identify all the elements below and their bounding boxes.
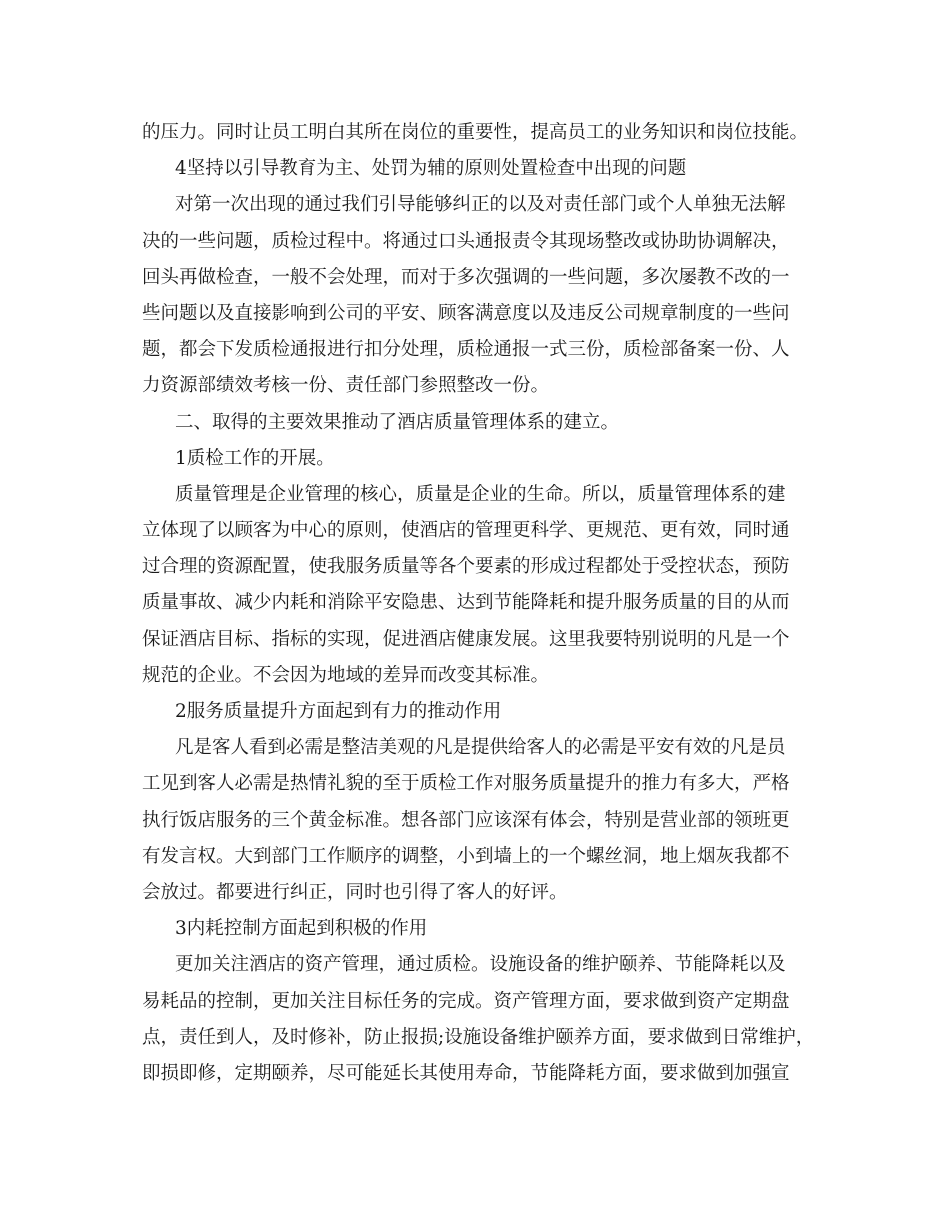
text-line: 4坚持以引导教育为主、处罚为辅的原则处置检查中出现的问题 [175,158,687,180]
text-line: 题，都会下发质检通报进行扣分处理，质检通报一式三份，质检部备案一份、人 [142,339,790,361]
text-line: 对第一次出现的通过我们引导能够纠正的以及对责任部门或个人单独无法解 [175,194,786,216]
text-line: 过合理的资源配置，使我服务质量等各个要素的形成过程都处于受控状态，预防 [142,556,790,578]
text-line: 3内耗控制方面起到积极的作用 [175,918,428,940]
text-line: 点，责任到人，及时修补，防止报损;设施设备维护颐养方面，要求做到日常维护， [142,1026,815,1048]
text-line: 保证酒店目标、指标的实现，促进酒店健康发展。这里我要特别说明的凡是一个 [142,628,790,650]
text-line: 回头再做检查，一般不会处理，而对于多次强调的一些问题，多次屡教不改的一 [142,266,790,288]
text-line: 二、取得的主要效果推动了酒店质量管理体系的建立。 [175,411,620,433]
text-line: 决的一些问题，质检过程中。将通过口头通报责令其现场整改或协助协调解决， [142,230,790,252]
text-line: 力资源部绩效考核一份、责任部门参照整改一份。 [142,375,550,397]
text-line: 立体现了以顾客为中心的原则，使酒店的管理更科学、更规范、更有效，同时通 [142,520,790,542]
text-line: 有发言权。大到部门工作顺序的调整，小到墙上的一个螺丝洞，地上烟灰我都不 [142,845,790,867]
text-line: 质量事故、减少内耗和消除平安隐患、达到节能降耗和提升服务质量的目的从而 [142,592,790,614]
text-line: 规范的企业。不会因为地域的差异而改变其标准。 [142,664,550,686]
text-line: 质量管理是企业管理的核心，质量是企业的生命。所以，质量管理体系的建 [175,483,786,505]
text-line: 更加关注酒店的资产管理，通过质检。设施设备的维护颐养、节能降耗以及 [175,954,786,976]
text-line: 1质检工作的开展。 [175,447,335,469]
text-line: 2服务质量提升方面起到有力的推动作用 [175,701,502,722]
text-line: 些问题以及直接影响到公司的平安、顾客满意度以及违反公司规章制度的一些问 [142,302,790,324]
text-line: 执行饭店服务的三个黄金标准。想各部门应该深有体会，特别是营业部的领班更 [142,809,790,831]
text-line: 工见到客人必需是热情礼貌的至于质检工作对服务质量提升的推力有多大，严格 [142,773,790,795]
text-line: 的压力。同时让员工明白其所在岗位的重要性，提高员工的业务知识和岗位技能。 [142,122,809,143]
text-line: 会放过。都要进行纠正，同时也引得了客人的好评。 [142,881,568,903]
text-line: 即损即修，定期颐养，尽可能延长其使用寿命，节能降耗方面，要求做到加强宣 [142,1062,790,1084]
text-line: 凡是客人看到必需是整洁美观的凡是提供给客人的必需是平安有效的凡是员 [175,737,786,759]
text-line: 易耗品的控制，更加关注目标任务的完成。资产管理方面，要求做到资产定期盘 [142,990,790,1012]
document-body [142,115,815,1092]
